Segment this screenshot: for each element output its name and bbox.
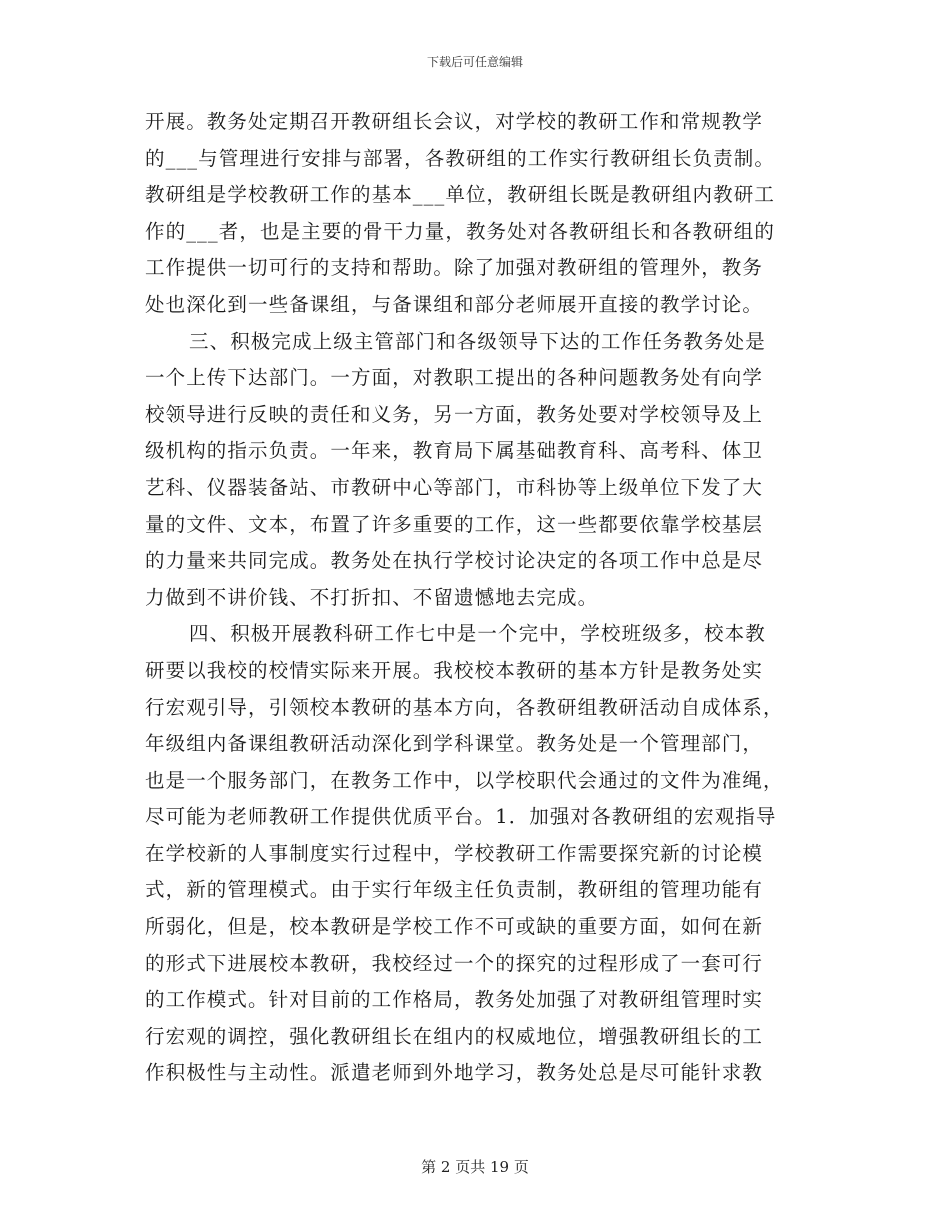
text-line: 三、积极完成上级主管部门和各级领导下达的工作任务教务处是 — [189, 329, 766, 353]
text-line: 所弱化，但是，校本教研是学校工作不可或缺的重要方面，如何在新 — [145, 915, 764, 939]
text-line: 研要以我校的校情实际来开展。我校校本教研的基本方针是教务处实 — [145, 658, 764, 682]
text-line: 尽可能为老师教研工作提供优质平台。1．加强对各教研组的宏观指导 — [145, 805, 777, 829]
document-body — [145, 104, 805, 1092]
text-line: 处也深化到一些备课组，与备课组和部分老师展开直接的教学讨论。 — [145, 292, 764, 316]
text-line: 教研组是学校教研工作的基本___单位，教研组长既是教研组内教研工 — [145, 183, 775, 207]
page-number: 第 2 页共 19 页 — [421, 1158, 529, 1176]
text-line: 级机构的指示负责。一年来，教育局下属基础教育科、高考科、体卫 — [145, 439, 764, 463]
text-line: 作的___者，也是主要的骨干力量，教务处对各教研组长和各教研组的 — [145, 219, 775, 243]
text-line: 的工作模式。针对目前的工作格局，教务处加强了对教研组管理时实 — [145, 988, 764, 1012]
text-line: 四、积极开展教科研工作七中是一个完中，学校班级多，校本教 — [189, 622, 766, 646]
text-line: 量的文件、文本，布置了许多重要的工作，这一些都要依靠学校基层 — [145, 512, 764, 536]
text-line: 的力量来共同完成。教务处在执行学校讨论决定的各项工作中总是尽 — [145, 549, 764, 573]
text-line: 行宏观的调控，强化教研组长在组内的权威地位，增强教研组长的工 — [145, 1024, 764, 1048]
text-line: 年级组内备课组教研活动深化到学科课堂。教务处是一个管理部门， — [145, 732, 764, 756]
text-line: 开展。教务处定期召开教研组长会议，对学校的教研工作和常规教学 — [145, 110, 764, 133]
text-line: 一个上传下达部门。一方面，对教职工提出的各种问题教务处有向学 — [145, 366, 764, 390]
text-line: 校领导进行反映的责任和义务，另一方面，教务处要对学校领导及上 — [145, 402, 764, 426]
text-line: 式，新的管理模式。由于实行年级主任负责制，教研组的管理功能有 — [145, 878, 764, 902]
text-line: 也是一个服务部门，在教务工作中，以学校职代会通过的文件为准绳， — [145, 768, 784, 792]
text-line: 力做到不讲价钱、不打折扣、不留遗憾地去完成。 — [145, 585, 599, 609]
page-header: 下载后可任意编辑 — [426, 55, 523, 69]
text-line: 工作提供一切可行的支持和帮助。除了加强对教研组的管理外，教务 — [145, 256, 764, 280]
text-line: 的___与管理进行安排与部署，各教研组的工作实行教研组长负责制。 — [145, 146, 775, 170]
text-line: 艺科、仪器装备站、市教研中心等部门，市科协等上级单位下发了大 — [145, 475, 764, 499]
text-line: 行宏观引导，引领校本教研的基本方向，各教研组教研活动自成体系， — [145, 695, 784, 719]
text-line: 的形式下进展校本教研，我校经过一个的探究的过程形成了一套可行 — [145, 951, 764, 975]
text-line: 作积极性与主动性。派遣老师到外地学习，教务处总是尽可能针求教 — [145, 1061, 764, 1085]
text-line: 在学校新的人事制度实行过程中，学校教研工作需要探究新的讨论模 — [145, 841, 764, 865]
